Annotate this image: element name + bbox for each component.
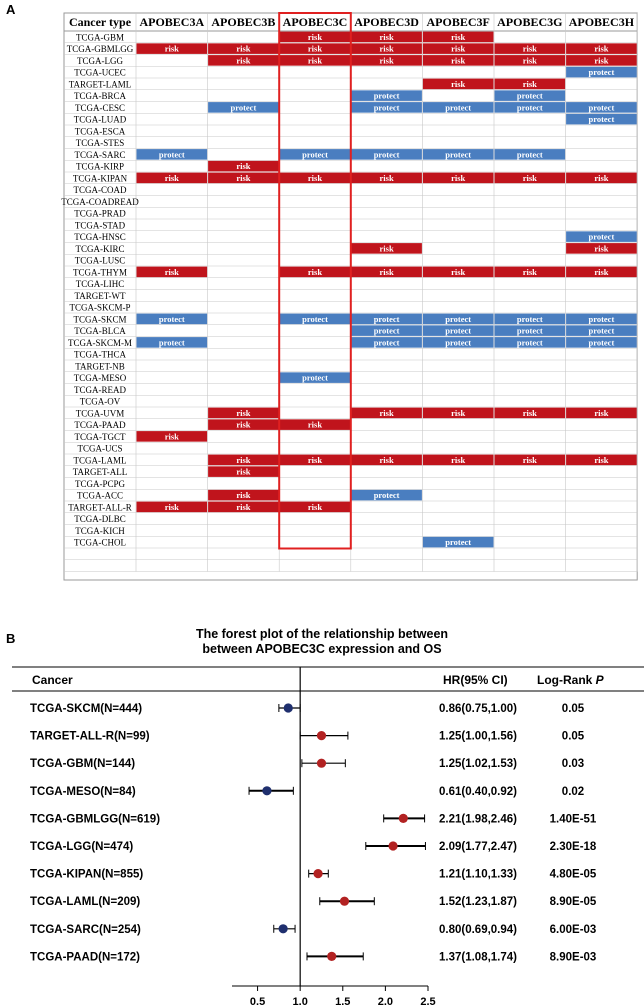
header-cancer: Cancer [32, 673, 73, 687]
column-header-apobec3h: APOBEC3H [568, 15, 635, 29]
header-logrank [537, 673, 605, 687]
row-label-tcga-skcm-m: TCGA-SKCM-M [67, 337, 133, 348]
cell-label-risk: risk [451, 266, 466, 277]
cell-label-risk: risk [307, 172, 323, 183]
cell-label-risk: risk [164, 431, 179, 442]
row-label-tcga-pcpg: TCGA-PCPG [74, 478, 126, 489]
x-tick-label: 1.0 [292, 996, 308, 1008]
row-label-target-all: TARGET-ALL [72, 467, 128, 477]
forest-row-label: TCGA-PAAD(N=172) [30, 951, 141, 964]
cell-label-protect: protect [373, 325, 400, 336]
row-label-tcga-stes: TCGA-STES [75, 138, 125, 148]
row-label-tcga-ov: TCGA-OV [79, 396, 121, 407]
row-label-target-wt: TARGET-WT [74, 290, 126, 301]
column-header-apobec3b: APOBEC3B [211, 15, 276, 29]
logrank-p-value: 6.00E-03 [549, 923, 597, 936]
row-label-tcga-stad: TCGA-STAD [74, 220, 126, 231]
row-label-tcga-chol: TCGA-CHOL [74, 537, 126, 548]
row-label-tcga-skcm: TCGA-SKCM [73, 314, 127, 325]
cell-label-protect: protect [516, 102, 543, 113]
cell-label-protect: protect [445, 313, 472, 324]
row-label-tcga-ucec: TCGA-UCEC [74, 67, 126, 78]
cell-label-risk: risk [594, 407, 609, 418]
logrank-p-value: 0.05 [561, 703, 585, 715]
row-label-tcga-kipan: TCGA-KIPAN [72, 173, 128, 184]
cell-label-risk: risk [236, 407, 251, 418]
row-label-tcga-paad: TCGA-PAAD [74, 420, 126, 430]
cell-label-risk: risk [236, 501, 251, 512]
row-label-target-nb: TARGET-NB [75, 361, 125, 372]
cell-label-risk: risk [307, 501, 323, 512]
cell-label-risk: risk [236, 419, 251, 430]
row-label-tcga-blca: TCGA-BLCA [74, 326, 126, 336]
hr-ci-value: 0.80(0.69,0.94) [439, 923, 518, 936]
cell-label-protect: protect [445, 102, 472, 113]
cell-label-risk: risk [522, 407, 537, 418]
cell-label-protect: protect [516, 149, 543, 160]
cell-label-protect: protect [588, 231, 615, 242]
row-label-tcga-ucs: TCGA-UCS [77, 443, 123, 454]
column-header-apobec3g: APOBEC3G [497, 15, 563, 29]
header-p-italic: P [595, 673, 604, 687]
forest-title-line1: The forest plot of the relationship between [195, 627, 449, 641]
cell-label-protect: protect [158, 149, 185, 160]
cell-label-protect: protect [230, 102, 257, 113]
cell-label-protect: protect [588, 102, 615, 113]
x-tick-label: 2.5 [420, 996, 436, 1008]
cell-label-risk: risk [236, 490, 251, 500]
cell-label-protect: protect [588, 313, 615, 324]
cell-label-protect: protect [373, 149, 400, 160]
cell-label-risk: risk [379, 454, 394, 465]
cell-label-risk: risk [451, 172, 466, 183]
row-label-tcga-thym: TCGA-THYM [73, 267, 127, 278]
cell-label-risk: risk [379, 31, 394, 42]
forest-row-label: TCGA-MESO(N=84) [30, 785, 136, 798]
header-hr: HR(95% CI) [443, 673, 508, 687]
cell-label-protect: protect [302, 149, 328, 160]
cell-label-risk: risk [522, 454, 537, 465]
row-label-tcga-uvm: TCGA-UVM [75, 408, 125, 419]
x-tick-label: 1.5 [335, 996, 351, 1008]
hr-ci-value: 0.86(0.75,1.00) [439, 703, 518, 715]
panel-a-label: A [6, 2, 16, 17]
forest-plot [0, 620, 644, 1008]
row-label-tcga-lusc: TCGA-LUSC [74, 255, 126, 266]
cell-label-protect: protect [158, 313, 185, 324]
cell-label-risk: risk [522, 172, 537, 183]
row-label-tcga-kich: TCGA-KICH [75, 525, 125, 536]
row-label-tcga-hnsc: TCGA-HNSC [74, 232, 126, 242]
cell-label-risk: risk [236, 172, 251, 183]
cell-label-risk: risk [164, 501, 179, 512]
row-label-tcga-lgg: TCGA-LGG [77, 55, 123, 66]
cell-label-risk: risk [594, 55, 609, 66]
hr-ci-value: 2.09(1.77,2.47) [439, 841, 518, 853]
panel-b-label: B [6, 631, 16, 646]
cell-label-risk: risk [522, 78, 537, 89]
cell-label-risk: risk [307, 55, 323, 66]
logrank-p-value: 0.03 [561, 758, 585, 771]
row-label-tcga-dlbc: TCGA-DLBC [74, 514, 126, 524]
cell-label-risk: risk [522, 43, 537, 54]
logrank-p-value: 8.90E-05 [549, 896, 597, 909]
cell-label-risk: risk [522, 266, 537, 277]
cell-label-risk: risk [236, 454, 251, 465]
logrank-p-value: 0.05 [561, 730, 585, 743]
row-label-tcga-tgct: TCGA-TGCT [74, 431, 126, 442]
row-label-tcga-gbmlgg: TCGA-GBMLGG [66, 44, 134, 54]
hr-point [262, 786, 271, 795]
cell-label-risk: risk [451, 43, 466, 54]
cell-label-risk: risk [307, 266, 323, 277]
cell-label-risk: risk [522, 55, 537, 66]
hr-ci-value: 0.61(0.40,0.92) [439, 785, 518, 798]
cell-label-protect: protect [373, 102, 400, 113]
cell-label-risk: risk [307, 43, 323, 54]
cell-label-protect: protect [588, 337, 615, 348]
cell-label-protect: protect [445, 537, 472, 547]
cell-label-risk: risk [164, 172, 179, 183]
cell-label-protect: protect [516, 337, 543, 348]
highlight-apobec3c-column [279, 13, 351, 549]
cell-label-risk: risk [451, 78, 466, 89]
cell-label-risk: risk [379, 407, 394, 418]
row-label-tcga-brca: TCGA-BRCA [73, 91, 127, 101]
cell-label-risk: risk [307, 419, 323, 430]
cell-label-risk: risk [307, 31, 323, 42]
cell-label-risk: risk [379, 55, 394, 66]
column-header-apobec3a: APOBEC3A [139, 15, 205, 29]
cell-label-risk: risk [236, 161, 251, 171]
cell-label-protect: protect [588, 67, 615, 77]
row-label-tcga-luad: TCGA-LUAD [73, 114, 127, 125]
cell-label-protect: protect [588, 325, 615, 336]
row-label-tcga-kirp: TCGA-KIRP [75, 161, 125, 172]
forest-title-line2: between APOBEC3C expression and OS [202, 642, 442, 656]
cell-label-risk: risk [594, 43, 609, 54]
cell-label-protect: protect [445, 149, 472, 160]
cell-label-protect: protect [445, 337, 472, 348]
x-tick-label: 0.5 [249, 996, 266, 1008]
logrank-p-value: 4.80E-05 [549, 868, 597, 881]
forest-row-label: TARGET-ALL-R(N=99) [30, 730, 150, 743]
row-label-tcga-laml: TCGA-LAML [73, 455, 127, 466]
logrank-p-value: 1.40E-51 [549, 813, 597, 826]
cell-label-protect: protect [588, 114, 615, 124]
hr-ci-value: 1.25(1.02,1.53) [439, 758, 518, 771]
row-label-tcga-coad: TCGA-COAD [73, 185, 127, 195]
row-label-tcga-cesc: TCGA-CESC [74, 102, 126, 113]
hr-point [327, 952, 336, 961]
hr-ci-value: 2.21(1.98,2.46) [439, 813, 518, 826]
forest-row-label: TCGA-GBMLGG(N=619) [30, 813, 161, 826]
forest-row-label: TCGA-LAML(N=209) [30, 896, 141, 909]
cell-label-protect: protect [373, 337, 400, 348]
row-label-target-all-r: TARGET-ALL-R [68, 502, 132, 513]
cell-label-protect: protect [516, 90, 543, 101]
cell-label-protect: protect [516, 325, 543, 336]
row-label-tcga-prad: TCGA-PRAD [74, 208, 126, 219]
hr-point [340, 897, 349, 906]
cell-label-risk: risk [379, 266, 394, 277]
cell-label-risk: risk [379, 43, 394, 54]
row-label-tcga-thca: TCGA-THCA [74, 349, 126, 360]
row-label-tcga-sarc: TCGA-SARC [74, 149, 126, 160]
row-label-tcga-kirc: TCGA-KIRC [75, 243, 125, 254]
forest-row-label: TCGA-KIPAN(N=855) [30, 868, 144, 881]
hr-ci-value: 1.21(1.10,1.33) [439, 868, 518, 881]
cell-label-risk: risk [451, 454, 466, 465]
cell-label-risk: risk [594, 172, 609, 183]
hr-point [279, 924, 288, 933]
cell-label-risk: risk [307, 454, 323, 465]
hr-point [317, 731, 326, 740]
cell-label-protect: protect [373, 90, 400, 101]
row-label-tcga-coadread: TCGA-COADREAD [61, 196, 139, 207]
cell-label-risk: risk [379, 243, 394, 254]
hr-point [388, 841, 397, 850]
row-label-tcga-acc: TCGA-ACC [76, 490, 124, 501]
cell-label-risk: risk [594, 454, 609, 465]
logrank-p-value: 8.90E-03 [549, 951, 597, 964]
hr-ci-value: 1.37(1.08,1.74) [439, 951, 518, 964]
row-label-tcga-skcm-p: TCGA-SKCM-P [69, 302, 131, 313]
row-label-tcga-lihc: TCGA-LIHC [75, 279, 125, 289]
hr-ci-value: 1.25(1.00,1.56) [439, 730, 518, 743]
cell-label-risk: risk [379, 172, 394, 183]
hr-point [313, 869, 322, 878]
cell-label-risk: risk [164, 266, 179, 277]
column-header-apobec3f: APOBEC3F [426, 15, 490, 29]
hr-point [284, 703, 293, 712]
cell-label-risk: risk [594, 266, 609, 277]
hr-ci-value: 1.52(1.23,1.87) [439, 896, 518, 909]
hr-point [399, 814, 408, 823]
x-tick-label: 2.0 [377, 996, 394, 1008]
cell-label-protect: protect [302, 372, 328, 383]
forest-row-label: TCGA-SKCM(N=444) [30, 703, 143, 715]
header-logrank-text: Log-Rank [537, 673, 596, 687]
logrank-p-value: 2.30E-18 [549, 841, 597, 853]
row-label-tcga-meso: TCGA-MESO [73, 373, 127, 383]
cell-label-protect: protect [158, 337, 185, 348]
hr-point [317, 759, 326, 768]
cell-label-risk: risk [594, 243, 609, 254]
cell-label-protect: protect [302, 313, 328, 324]
column-header-apobec3c: APOBEC3C [282, 15, 348, 29]
cell-label-risk: risk [451, 55, 466, 66]
cell-label-risk: risk [451, 407, 466, 418]
cell-label-risk: risk [236, 43, 251, 54]
logrank-p-value: 0.02 [561, 785, 585, 798]
cell-label-risk: risk [164, 43, 179, 54]
row-label-tcga-esca: TCGA-ESCA [74, 126, 126, 137]
cell-label-risk: risk [236, 466, 251, 477]
cell-label-risk: risk [236, 55, 251, 66]
cell-label-protect: protect [373, 490, 400, 500]
row-label-tcga-read: TCGA-READ [74, 384, 126, 395]
forest-row-label: TCGA-SARC(N=254) [30, 923, 141, 936]
cell-label-risk: risk [451, 31, 466, 42]
forest-row-label: TCGA-GBM(N=144) [30, 758, 136, 771]
row-label-tcga-gbm: TCGA-GBM [75, 32, 125, 43]
header-cancer-type: Cancer type [68, 15, 132, 29]
cell-label-protect: protect [445, 325, 472, 336]
forest-row-label: TCGA-LGG(N=474) [30, 841, 134, 853]
column-header-apobec3d: APOBEC3D [354, 15, 419, 29]
row-label-target-laml: TARGET-LAML [68, 79, 132, 90]
cell-label-protect: protect [373, 313, 400, 324]
cell-label-protect: protect [516, 313, 543, 324]
